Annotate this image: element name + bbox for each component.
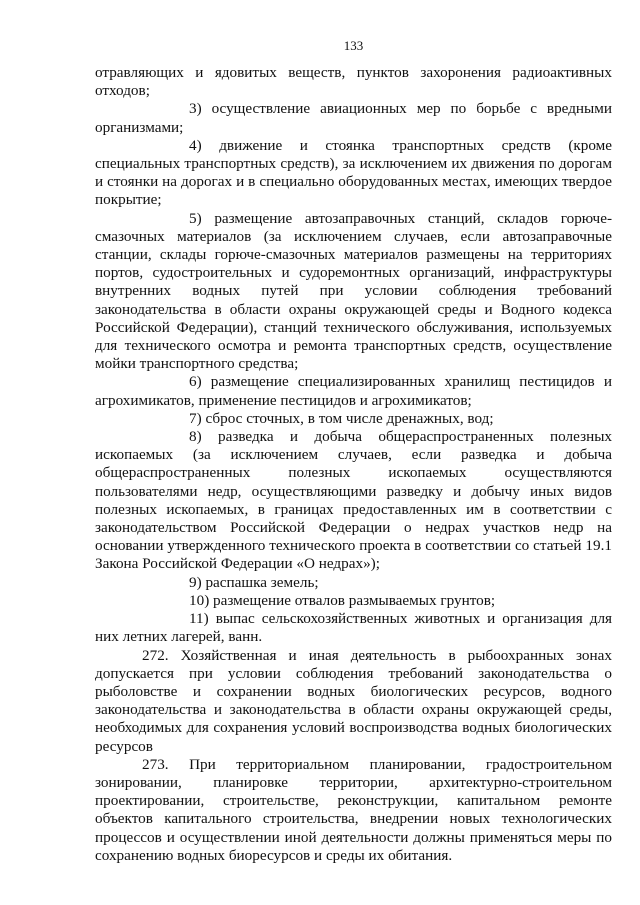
- item-text: размещение отвалов размываемых грунтов;: [213, 591, 496, 609]
- list-item-8: [95, 428, 612, 574]
- item-number: 5): [189, 209, 202, 227]
- paragraph-number: 273.: [142, 755, 169, 773]
- list-item-7: [95, 410, 612, 428]
- item-number: 7): [189, 409, 202, 427]
- list-item-6: [95, 373, 612, 409]
- paragraph-273: [95, 756, 612, 865]
- item-number: 6): [189, 373, 202, 391]
- item-text: сброс сточных, в том числе дренажных, вод;: [205, 409, 494, 427]
- page-number: 133: [343, 38, 364, 53]
- item-text: размещение специализированных хранилищ пестицидов и агрохимикатов, применение пестицидов и агрохимикатов;: [95, 373, 612, 409]
- item-number: 9): [189, 573, 202, 591]
- paragraph-number: 272.: [142, 646, 169, 664]
- item-text: распашка земель;: [205, 573, 319, 591]
- list-item-11: [95, 610, 612, 646]
- item-text: движение и стоянка транспортных средств (кроме специальных транспортных средств), за исключением их движения по дорогам и стоянки на дорогах и в специально оборудованных местах, имеющих твердое покрытие;: [95, 136, 613, 209]
- item-number: 8): [189, 428, 202, 446]
- paragraph-text: При территориальном планировании, градостроительном зонировании, планировке территории, архитектурно-строительном проектировании, строительстве, реконструкции, капитальном ремонте объектов капитального строительства, внедрении новых технологических процессов и осуществлении иной деятельности должны применяться меры по сохранению водных биоресурсов и среды их обитания.: [95, 755, 612, 864]
- paragraph-text: Хозяйственная и иная деятельность в рыбоохранных зонах допускается при условии соблюдения требований законодательства о рыболовстве и сохранении водных биологических ресурсов, водного законодательства и законодательства в области охраны окружающей среды, необходимых для сохранения условий воспроизводства водных биологических ресурсов: [95, 646, 612, 755]
- list-item-3: [95, 100, 612, 136]
- paragraph-text: отравляющих и ядовитых веществ, пунктов захоронения радиоактивных отходов;: [95, 64, 612, 100]
- item-number: 11): [189, 610, 209, 628]
- list-item-4: [95, 137, 612, 210]
- item-text: выпас сельскохозяйственных животных и организация для них летних лагерей, ванн.: [95, 610, 613, 646]
- list-item-10: [95, 592, 612, 610]
- item-number: 3): [189, 100, 202, 118]
- item-number: 4): [189, 136, 202, 154]
- item-text: разведка и добыча общераспространенных полезных ископаемых (за исключением случаев, если разведка и добыча общераспространенных полезных ископаемых осуществляются пользователями недр, осуществляющими разведку и добычу иных видов полезных ископаемых, в границах предоставленных им в соответствии с законодательством Российской Федерации о недрах участков недр на основании утвержденного технического проекта в соответствии со статьей 19.1 Закона Российской Федерации «О недрах»);: [95, 428, 612, 573]
- document-page: [95, 0, 612, 905]
- item-number: 10): [189, 591, 210, 609]
- list-item-9: [95, 574, 612, 592]
- paragraph-continuation: [95, 64, 612, 100]
- list-item-5: [95, 210, 612, 374]
- document-body: [95, 64, 612, 865]
- item-text: осуществление авиационных мер по борьбе с вредными организмами;: [95, 100, 612, 136]
- paragraph-272: [95, 647, 612, 756]
- item-text: размещение автозаправочных станций, складов горюче-смазочных материалов (за исключением случаев, если автозаправочные станции, склады горюче-смазочных материалов размещены на территориях портов, судостроительных и судоремонтных организаций, инфраструктуры внутренних водных путей при условии соблюдения требований законодательства в области охраны окружающей среды и Водного кодекса Российской Федерации), станций технического обслуживания, используемых для технического осмотра и ремонта транспортных средств, осуществление мойки транспортного средства;: [95, 209, 612, 373]
